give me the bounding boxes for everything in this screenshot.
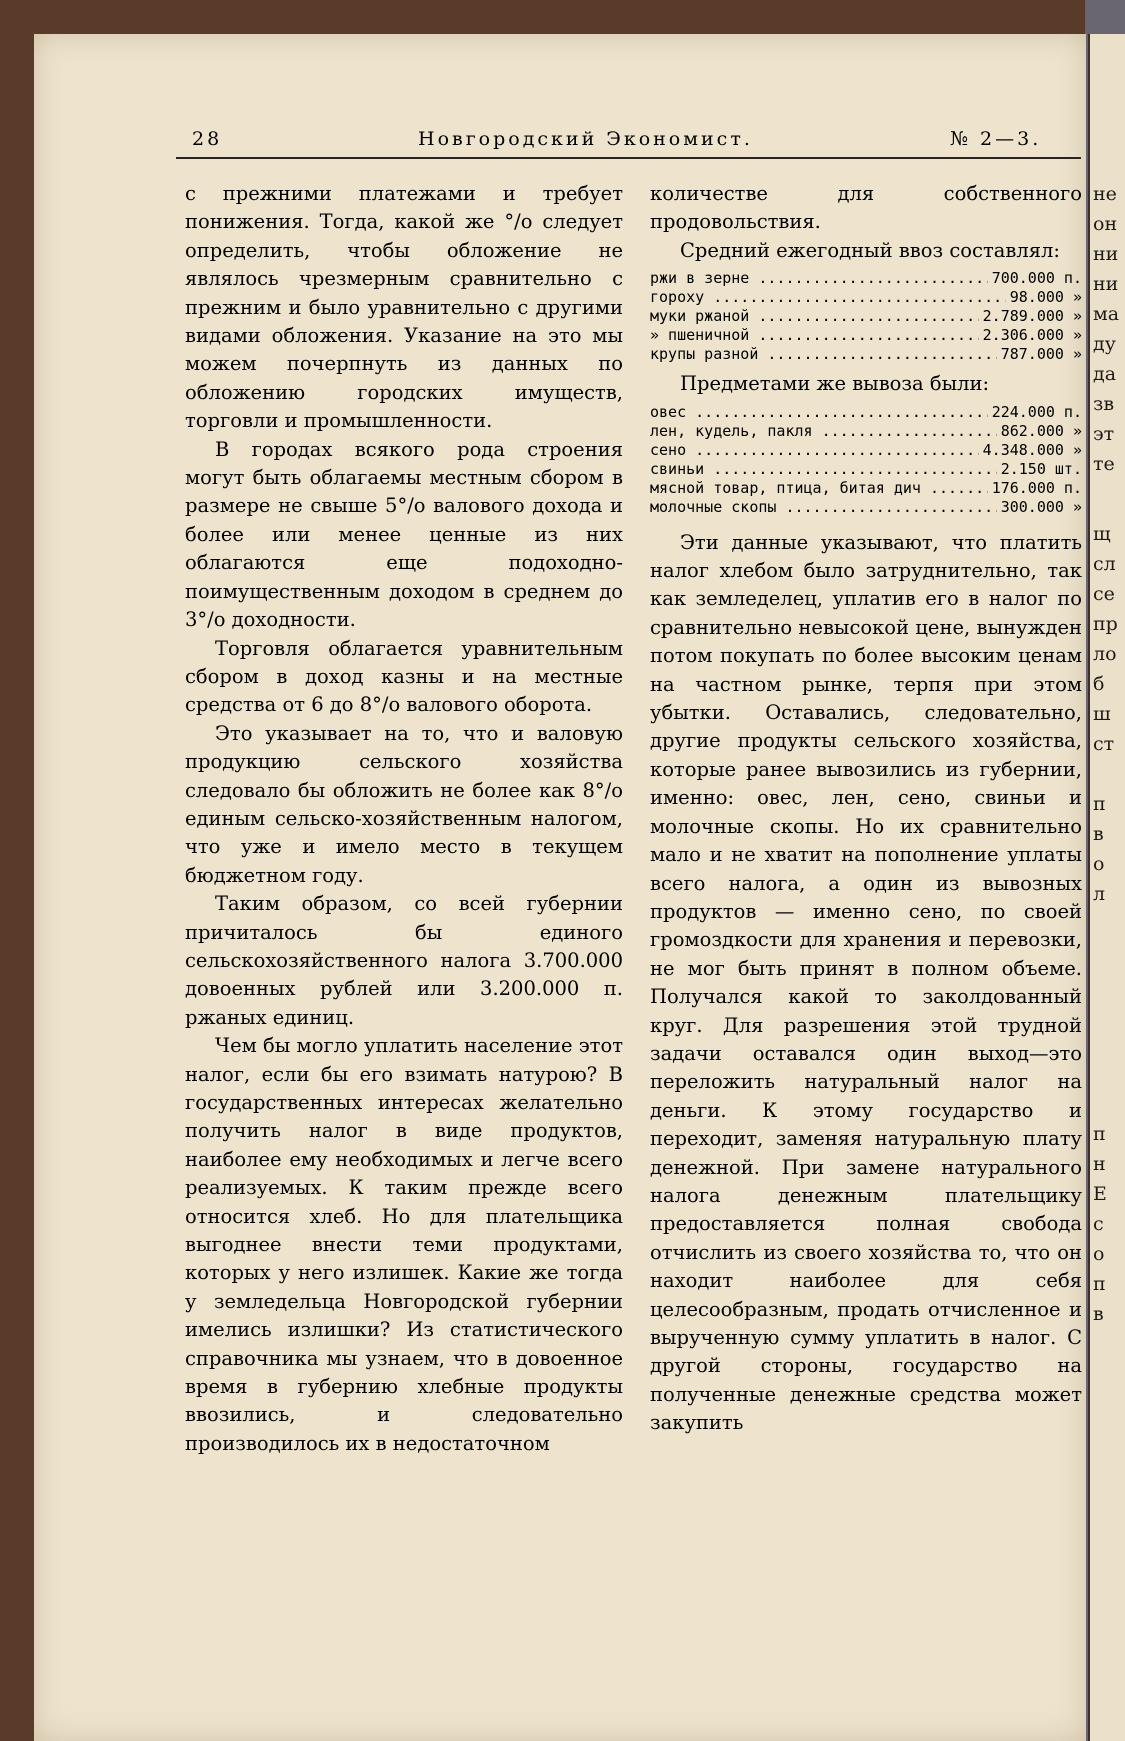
adjacent-page-fragment: се (1093, 583, 1115, 605)
adjacent-page-fragment: н (1093, 1153, 1106, 1175)
header-rule (176, 157, 1081, 159)
adjacent-page-edge (1088, 34, 1125, 1741)
table-row (650, 288, 1082, 307)
adjacent-page-fragment: эт (1093, 423, 1115, 445)
row-value: 700.000 п. (991, 269, 1082, 288)
paragraph: Таким образом, со всей губернии причиталось бы единого сельскохозяйственного налога 3.700.000 довоенных рублей или 3.200.000 п. ржаных единиц. (185, 892, 623, 1029)
adjacent-page-fragment: б (1093, 673, 1105, 695)
table-row (650, 422, 1082, 441)
row-value: 862.000 » (1000, 421, 1082, 440)
adjacent-page-fragment: он (1093, 213, 1118, 235)
issue-number: № 2—3. (950, 128, 1042, 150)
adjacent-page-fragment: ни (1093, 243, 1119, 265)
adjacent-page-fragment: в (1093, 1303, 1104, 1325)
table-row (650, 479, 1082, 498)
row-value: 176.000 п. (991, 478, 1082, 497)
row-label: муки ржаной ..... (650, 307, 979, 326)
paragraph: с прежними платежами и требует понижения. Тогда, какой же °/о следует определить, чтобы обложение не являлось чрезмерным сравнительно с прежним и было уравнительно с другими видами обложения. Указание на это мы можем почерпнуть из данных по обложению городских имуществ, торговли и промышленности. (185, 182, 623, 433)
table-row (650, 403, 1082, 422)
import-table (650, 269, 1082, 364)
row-value: 2.789.000 » (982, 307, 1082, 326)
adjacent-page-fragment: да (1093, 363, 1117, 385)
adjacent-page-fragment: пр (1093, 613, 1118, 635)
adjacent-page-fragment: п (1093, 1123, 1106, 1145)
adjacent-page-fragment: п (1093, 793, 1106, 815)
row-value: 300.000 » (1000, 497, 1082, 516)
table-row (650, 269, 1082, 288)
row-value: 2.150 шт. (1000, 459, 1082, 478)
adjacent-page-fragment: те (1093, 453, 1115, 475)
row-label: ржи в зерне ..... (650, 269, 988, 288)
row-value: 2.306.000 » (982, 326, 1082, 345)
row-value: 224.000 п. (991, 402, 1082, 421)
adjacent-page-fragment: о (1093, 853, 1105, 875)
table-row (650, 498, 1082, 517)
adjacent-page-fragment: зв (1093, 393, 1115, 415)
adjacent-page-fragment: ма (1093, 303, 1120, 325)
adjacent-page-fragment: ст (1093, 733, 1115, 755)
paragraph: Торговля облагается уравнительным сбором в доход казны и на местные средства от 6 до 8°/о валового оборота. (185, 636, 623, 717)
paragraph: количестве для собственного продовольствия. (650, 182, 1082, 234)
adjacent-page-fragment: ш (1093, 703, 1111, 725)
adjacent-page-fragment: щ (1093, 523, 1111, 545)
row-label: гороху ..... (650, 288, 1006, 307)
row-label: сено ..... (650, 441, 979, 460)
row-label: крупы разной ..... (650, 345, 997, 364)
adjacent-page-fragment: с (1093, 1213, 1104, 1235)
table-row (650, 441, 1082, 460)
text-column-right (650, 180, 1082, 1438)
row-value: 4.348.000 » (982, 440, 1082, 459)
table-row (650, 345, 1082, 364)
adjacent-page-fragment: сл (1093, 553, 1116, 575)
adjacent-page-fragment: п (1093, 1273, 1106, 1295)
row-label: лен, кудель, пакля ..... (650, 422, 997, 441)
row-label: свиньи ..... (650, 460, 997, 479)
export-heading: Предметами же вывоза были: (680, 372, 990, 396)
adjacent-page-fragment: в (1093, 823, 1104, 845)
adjacent-page-fragment: ду (1093, 333, 1116, 355)
adjacent-page-fragment: Е (1093, 1183, 1107, 1205)
table-row (650, 326, 1082, 345)
paragraph: Чем бы могло уплатить население этот налог, если бы его взимать натурою? В государственных интересах желательно получить налог в виде продуктов, наиболее ему необходимых и легче всего реализуемых. К таким прежде всего относится хлеб. Но для плательщика выгоднее внести теми продуктами, которых у него излишек. Какие же тогда у земледельца Новгородской губернии имелись излишки? Из статистического справочника мы узнаем, что в довоенное время в губернию хлебные продукты ввозились, и следовательно производилось их в недостаточном (185, 1034, 623, 1455)
adjacent-page-fragment: ни (1093, 273, 1119, 295)
row-value: 98.000 » (1009, 288, 1082, 307)
row-label: мясной товар, птица, битая дич ..... (650, 479, 988, 498)
import-heading: Средний ежегодный ввоз составлял: (680, 238, 1060, 262)
paragraph: Эти данные указывают, что платить налог хлебом было затруднительно, так как земледелец, уплатив его в налог по сравнительно невысокой цене, вынужден потом покупать по более высоким ценам на частном рынке, терпя при этом убытки. Оставались, следовательно, другие продукты сельского хозяйства, которые ранее вывозились из губернии, именно: овес, лен, сено, свиньи и молочные скопы. Но их сравнительно мало и не хватит на пополнение уплаты всего налога, а один из вывозных продуктов — именно сено, по своей громоздкости для хранения и перевозки, не мог быть принят в полном объеме. Получался какой то заколдованный круг. Для разрешения этой трудной задачи оставался один выход—это переложить натуральный налог на деньги. К этому государство и переходит, заменяя натуральную плату денежной. При замене натурального налога денежным плательщику предоставляется полная свобода отчислить из своего хозяйства то, что он находит наиболее для себя целесообразным, продать отчисленное и вырученную сумму уплатить в налог. С другой стороны, государство на полученные денежные средства может закупить (650, 530, 1082, 1435)
export-table (650, 403, 1082, 517)
paragraph: В городах всякого рода строения могут быть облагаемы местным сбором в размере не свыше 5°/о валового дохода и более или менее ценные из них облагаются еще подоходно-поимущественным доходом в среднем до 3°/о доходности. (185, 437, 623, 632)
page-header (178, 128, 1078, 158)
row-label: » пшеничной ..... (650, 326, 979, 345)
row-value: 787.000 » (1000, 345, 1082, 364)
adjacent-page-fragment: о (1093, 1243, 1105, 1265)
row-label: молочные скопы ..... (650, 498, 997, 517)
table-row (650, 307, 1082, 326)
paragraph: Это указывает на то, что и валовую продукцию сельского хозяйства следовало бы обложить не более как 8°/о единым сельско-хозяйственным налогом, что уже и имело место в текущем бюджетном году. (185, 721, 623, 887)
adjacent-page-fragment: л (1093, 883, 1106, 905)
row-label: овес ..... (650, 403, 988, 422)
table-row (650, 460, 1082, 479)
journal-title: Новгородский Экономист. (418, 128, 753, 150)
page-number: 28 (192, 128, 223, 150)
text-column-left (185, 180, 623, 1458)
adjacent-page-fragment: ло (1093, 643, 1117, 665)
adjacent-page-fragment: не (1093, 183, 1117, 205)
